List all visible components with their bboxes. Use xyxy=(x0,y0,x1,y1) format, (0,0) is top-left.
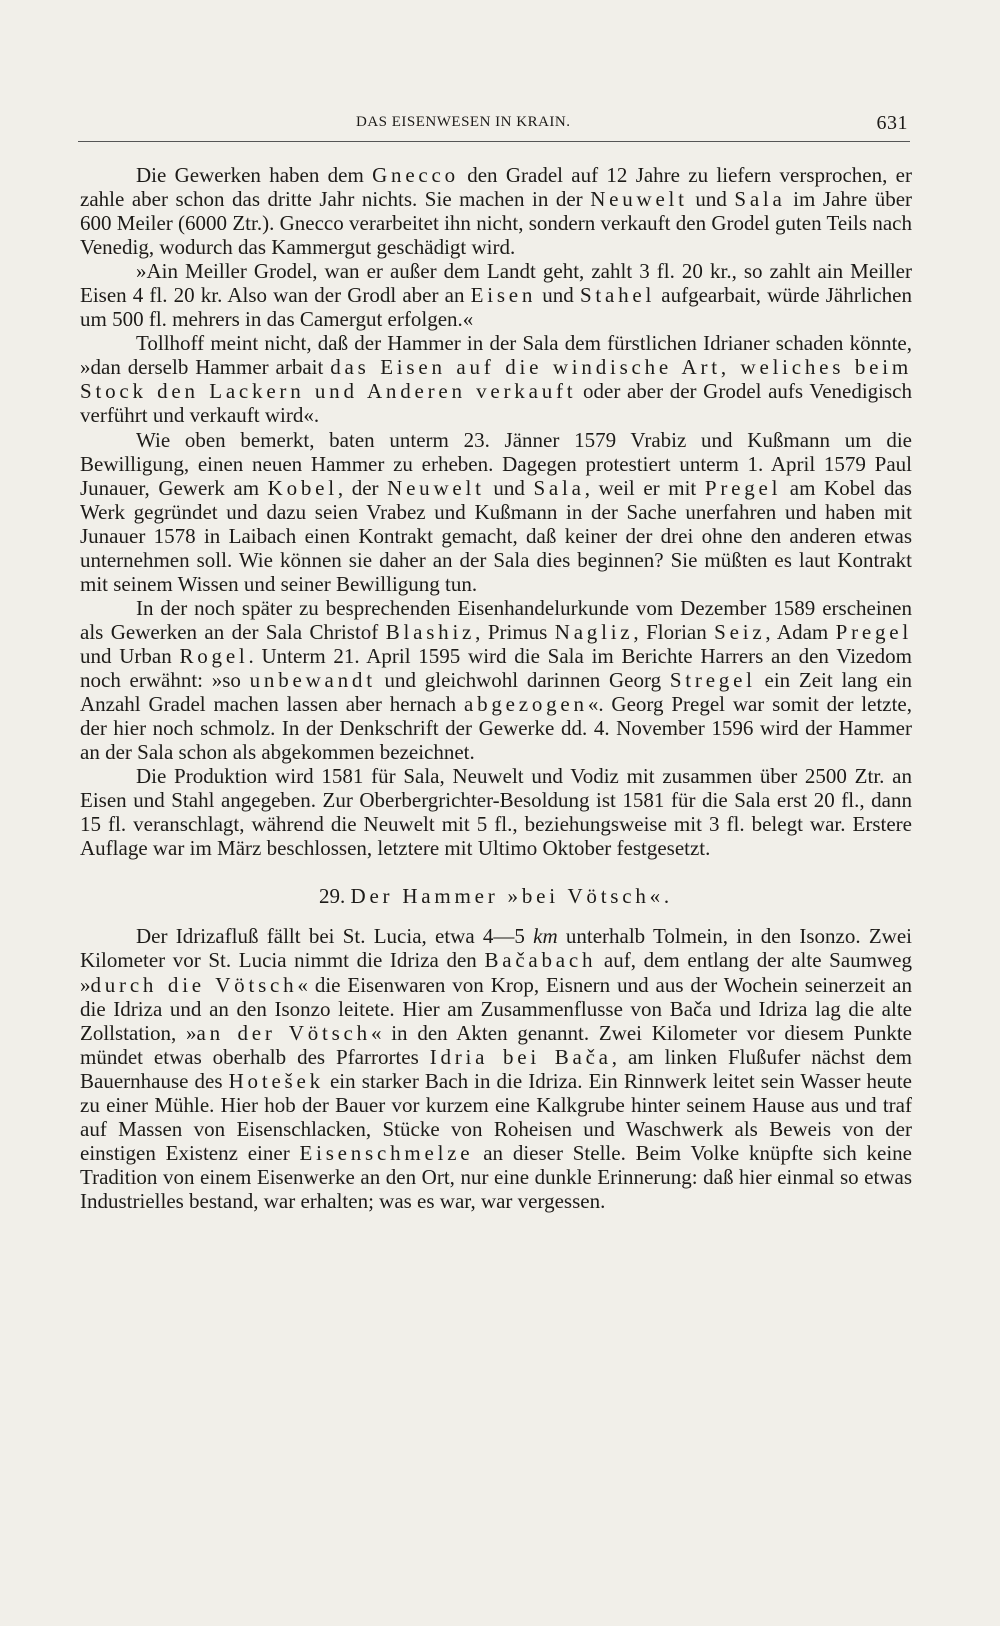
text-run: den Gradel auf 12 Jahre zu liefern versprochen, er zahle aber schon das dritte Jahr nichts. Sie machen in der xyxy=(80,163,912,212)
spaced-text: abgezogen xyxy=(464,692,588,717)
spaced-text: Gnecco xyxy=(372,163,459,187)
text-run: , am linken Flußufer nächst dem Bauernhause des xyxy=(80,1044,912,1093)
text-run: , Adam xyxy=(765,619,836,644)
text-run: . Unterm 21. April 1595 wird die Sala im Berichte Harrers an den Vizedom noch erwähnt: »so xyxy=(80,643,913,692)
running-header xyxy=(78,112,910,140)
paragraph xyxy=(80,764,912,860)
text-run: , Florian xyxy=(633,619,715,644)
text-run: aufgearbait, würde Jährlichen um 500 fl. mehrers in das Camergut erfolgen.« xyxy=(80,283,913,332)
text-run: « in den Akten genannt. Zwei Kilometer vor diesem Punkte mündet etwas oberhalb des Pfarrortes xyxy=(80,1020,913,1069)
page-number: 631 xyxy=(876,112,908,134)
spaced-text: Hotešek xyxy=(228,1068,324,1093)
text-run: Wie oben bemerkt, baten unterm 23. Jänner 1579 Vrabiz und Kußmann um die Bewilligung, einen neuen Hammer zu erheben. Dagegen protestiert unterm 1. April 1579 Paul Junauer, Gewerk am xyxy=(80,427,912,500)
spaced-text: Neuwelt xyxy=(387,475,485,500)
italic-text: km xyxy=(533,924,558,949)
spaced-text: Pregel xyxy=(835,619,912,644)
section-heading xyxy=(80,884,912,908)
paragraph xyxy=(80,163,912,259)
spaced-text: Sala xyxy=(734,187,786,212)
text-run: Tollhoff meint nicht, daß der Hammer in der Sala dem fürstlichen Idrianer schaden könnte, »dan derselb Hammer arbait xyxy=(80,331,912,380)
spaced-text: Eisenschmelze xyxy=(299,1140,474,1165)
text-run: und xyxy=(536,283,580,308)
spaced-text: Rogel xyxy=(179,643,249,668)
spaced-text: Bačabach xyxy=(484,948,597,973)
text-run: und xyxy=(687,187,735,212)
spaced-text: Seiz xyxy=(714,619,766,644)
paragraph xyxy=(80,259,912,331)
text-run: , weil er mit xyxy=(584,475,705,500)
text-run: Die Produktion wird 1581 für Sala, Neuwelt und Vodiz mit zusammen über 2500 Ztr. an Eisen und Stahl angegeben. Zur Oberbergrichter-Besoldung ist 1581 für die Sala erst 20 fl., dann 15 fl. veranschlagt, während die Neuwelt mit 5 fl., beziehungsweise mit 3 fl. belegt war. Erstere Auflage war im März beschlossen, letztere mit Ultimo Oktober festgesetzt. xyxy=(80,764,912,861)
paragraph xyxy=(80,428,912,596)
spaced-text: Idria bei Bača xyxy=(429,1044,612,1069)
text-run: , Primus xyxy=(475,619,555,644)
text-run: »Ain Meiller Grodel, wan er außer dem Landt geht, zahlt 3 fl. 20 kr., so zahlt ain Meiller Eisen 4 fl. 20 kr. Also wan der Grodl aber an xyxy=(80,259,912,308)
text-run: « die Eisenwaren von Krop, Eisnern und aus der Wochein seinerzeit an die Idriza und an den Isonzo leitete. Hier am Zusammenflusse von Bača und Idriza lag die alte Zollstation, » xyxy=(80,972,912,1045)
text-run: ein starker Bach in die Idriza. Ein Rinnwerk leitet sein Wasser heute zu einer Mühle. Hier hob der Bauer vor kurzem eine Kalkgrube hinter seinem Hause aus und traf auf Massen von Eisenschlacken, Stücke von Roheisen und Waschwerk als Beweis von der einstigen Existenz einer xyxy=(80,1068,912,1165)
text-run: 29. xyxy=(319,884,351,909)
text-run: unterhalb Tolmein, in den Isonzo. Zwei Kilometer vor St. Lucia nimmt die Idriza den xyxy=(80,924,912,973)
spaced-text: das Eisen auf die windische Art, weliches beim Stock den Lackern und Anderen verkauft xyxy=(80,355,912,404)
text-run: im Jahre über 600 Meiler (6000 Ztr.). Gnecco verarbeitet ihn nicht, sondern verkauft den Grodel guten Teils nach Venedig, wodurch das Kammergut geschädigt wird. xyxy=(80,187,913,260)
paragraph xyxy=(80,331,912,427)
spaced-text: Pregel xyxy=(704,475,782,500)
spaced-text: Sala xyxy=(533,475,585,500)
spaced-text: durch die Vötsch xyxy=(90,972,298,997)
text-run: und gleichwohl darinnen Georg xyxy=(375,667,670,692)
text-run: Der Idrizafluß fällt bei St. Lucia, etwa 4—5 xyxy=(136,924,534,949)
spaced-text: Neuwelt xyxy=(590,187,688,212)
spaced-text: unbewandt xyxy=(249,667,376,692)
paragraph xyxy=(80,924,912,1213)
text-run: oder aber der Grodel aufs Venedigisch verführt und verkauft wird«. xyxy=(80,379,912,428)
text-run: In der noch später zu besprechenden Eisenhandelurkunde vom Dezember 1589 erscheinen als Gewerken an der Sala Christof xyxy=(80,595,912,644)
text-run: Die Gewerken haben dem xyxy=(136,163,373,187)
spaced-text: Kobel xyxy=(267,475,338,500)
text-run: , der xyxy=(337,475,388,500)
spaced-text: Eisen xyxy=(470,283,537,308)
text-run: an dieser Stelle. Beim Volke knüpfte sich keine Tradition von einem Eisenwerke an den Ort, nur eine dunkle Erinnerung: daß hier einmal so etwas Industrielles bestand, war erhalten; was es war, war vergessen. xyxy=(80,1140,912,1213)
body-text xyxy=(80,163,912,1213)
spaced-text: Stahel xyxy=(579,283,656,308)
spaced-text: Stregel xyxy=(669,667,756,692)
text-run: auf, dem entlang der alte Saumweg » xyxy=(80,948,912,997)
text-run: und xyxy=(484,475,534,500)
spaced-text: Blashiz xyxy=(385,619,476,644)
header-rule xyxy=(78,141,910,142)
text-run: «. Georg Pregel war somit der letzte, der hier noch schmolz. In der Denkschrift der Gewerke dd. 4. November 1596 wird der Hammer an der Sala schon als abgekommen bezeichnet. xyxy=(80,692,913,765)
text-run: ein Zeit lang ein Anzahl Gradel machen lassen aber hernach xyxy=(80,667,912,717)
header-title: DAS EISENWESEN IN KRAIN. xyxy=(356,114,571,130)
text-run: am Kobel das Werk gegründet und dazu seien Vrabez und Kußmann in der Sache unerfahren und haben mit Junauer 1578 in Laibach einen Kontrakt gemacht, daß keiner der drei ohne den anderen etwas unternehmen soll. Wie können sie daher an der Sala dies beginnen? Sie müßten es laut Kontrakt mit seinem Wissen und seiner Bewilligung tun. xyxy=(80,475,912,596)
spaced-text: Nagliz xyxy=(554,619,634,644)
text-run: und Urban xyxy=(80,643,180,668)
spaced-text: Der Hammer »bei Vötsch«. xyxy=(350,884,673,909)
spaced-text: an der Vötsch xyxy=(196,1020,371,1045)
paragraph xyxy=(80,596,912,764)
